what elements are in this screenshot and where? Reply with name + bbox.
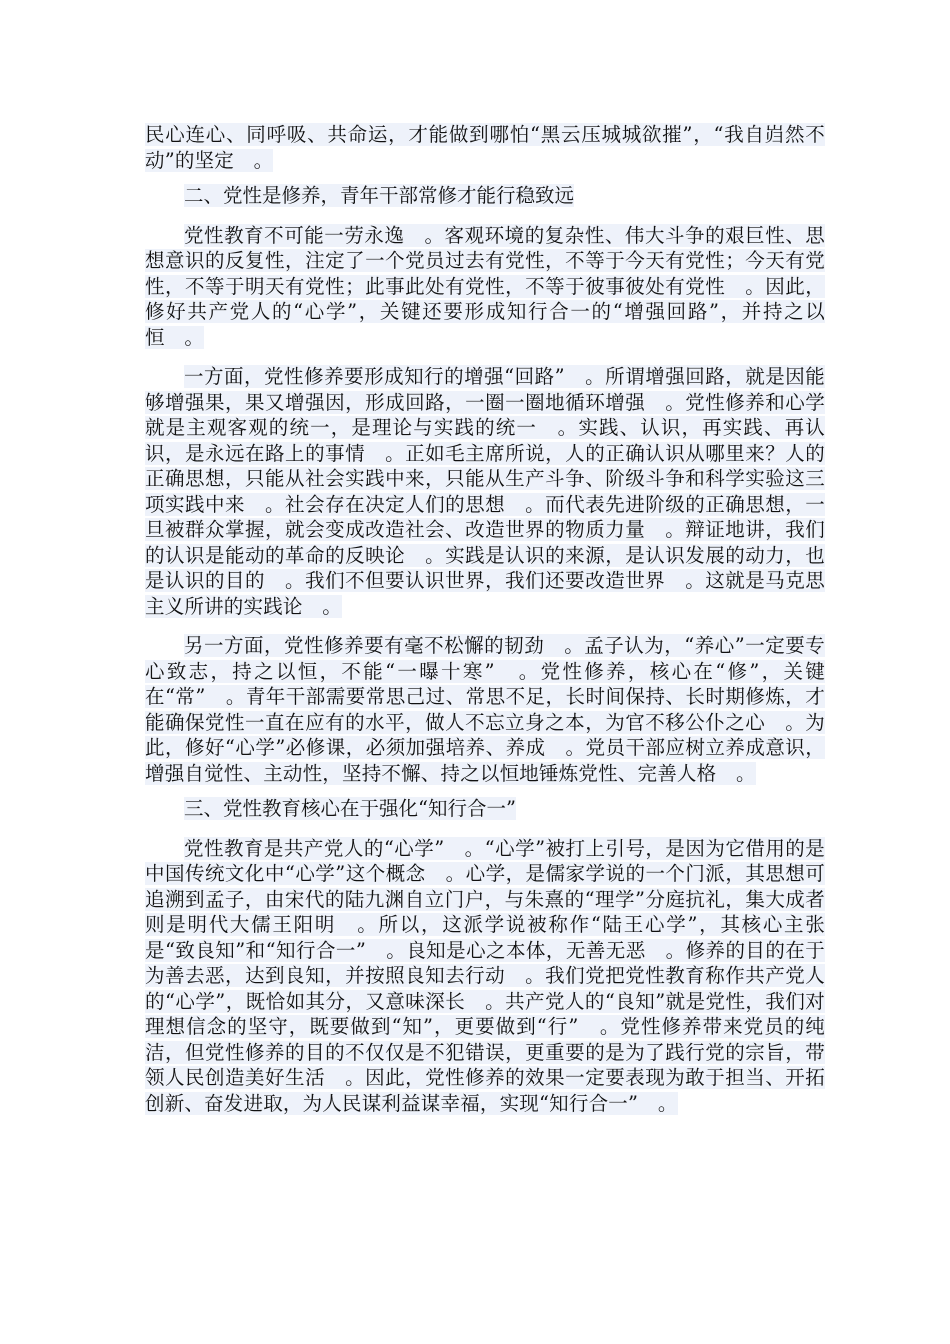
paragraph-reinforcing-loop <box>145 364 825 619</box>
paragraph-persistence-text: 另一方面，党性修养要有毫不松懈的韧劲 。孟子认为，“养心”一定要专心致志，持之以恒，不能“一曝十寒” 。党性修养，核心在“修”，关键在“常” 。青年干部需要常思己过、常思不足，长时间保持、长时期修炼，才能确保党性一直在应有的水平，做人不忘立身之本，为官不移公仆之心 。为此，修好“心学”必修课，必须加强培养、养成 。党员干部应树立养成意识，增强自觉性、主动性，坚持不懈、持之以恒地锤炼党性、完善人格 。 <box>145 634 825 785</box>
section-heading-2 <box>145 183 825 209</box>
paragraph-xinxue-text: 党性教育是共产党人的“心学” 。“心学”被打上引号，是因为它借用的是中国传统文化中“心学”这个概念 。心学，是儒家学说的一个门派，其思想可追溯到孟子，由宋代的陆九渊自立门户，与朱熹的“理学”分庭抗礼，集大成者则是明代大儒王阳明 。所以，这派学说被称作“陆王心学”，其核心主张是“致良知”和“知行合一” 。良知是心之本体，无善无恶 。修养的目的在于为善去恶，达到良知，并按照良知去行动 。我们党把党性教育称作共产党人的“心学”，既恰如其分，又意味深长 。共产党人的“良知”就是党性，我们对理想信念的坚守，既要做到“知”，更要做到“行” 。党性修养带来党员的纯洁，但党性修养的目的不仅仅是不犯错误，更重要的是为了践行党的宗旨，带领人民创造美好生活 。因此，党性修养的效果一定要表现为敢于担当、开拓创新、奋发进取，为人民谋利益谋幸福，实现“知行合一” 。 <box>145 836 825 1115</box>
section-heading-3-text: 三、党性教育核心在于强化“知行合一” <box>184 797 516 820</box>
section-heading-3 <box>145 796 825 822</box>
paragraph-intro <box>145 122 825 173</box>
spacer <box>145 173 825 183</box>
spacer <box>145 822 825 836</box>
spacer <box>145 350 825 364</box>
paragraph-reinforcing-loop-text: 一方面，党性修养要形成知行的增强“回路” 。所谓增强回路，就是因能够增强果，果又增强因，形成回路，一圈一圈地循环增强 。党性修养和心学就是主观客观的统一，是理论与实践的统一 。实践、认识，再实践、再认识，是永远在路上的事情 。正如毛主席所说，人的正确认识从哪里来？人的正确思想，只能从社会实践中来，只能从生产斗争、阶级斗争和科学实验这三项实践中来 。社会存在决定人们的思想 。而代表先进阶级的正确思想，一旦被群众掌握，就会变成改造社会、改造世界的物质力量 。辩证地讲，我们的认识是能动的革命的反映论 。实践是认识的来源，是认识发展的动力，也是认识的目的 。我们不但要认识世界，我们还要改造世界 。这就是马克思主义所讲的实践论 。 <box>145 365 825 618</box>
paragraph-party-education-text: 党性教育不可能一劳永逸 。客观环境的复杂性、伟大斗争的艰巨性、思想意识的反复性，注定了一个党员过去有党性，不等于今天有党性；今天有党性，不等于明天有党性；此事此处有党性，不等于彼事彼处有党性 。因此，修好共产党人的“心学”，关键还要形成知行合一的“增强回路”，并持之以恒 。 <box>145 223 825 349</box>
paragraph-intro-text: 民心连心、同呼吸、共命运，才能做到哪怕“黑云压城城欲摧”，“我自岿然不动”的坚定 。 <box>145 123 825 172</box>
spacer <box>145 786 825 796</box>
section-heading-2-text: 二、党性是修养，青年干部常修才能行稳致远 <box>184 184 575 207</box>
document-page <box>145 122 825 1116</box>
paragraph-party-education <box>145 223 825 351</box>
spacer <box>145 619 825 633</box>
spacer <box>145 209 825 223</box>
paragraph-xinxue <box>145 836 825 1117</box>
paragraph-persistence <box>145 633 825 786</box>
